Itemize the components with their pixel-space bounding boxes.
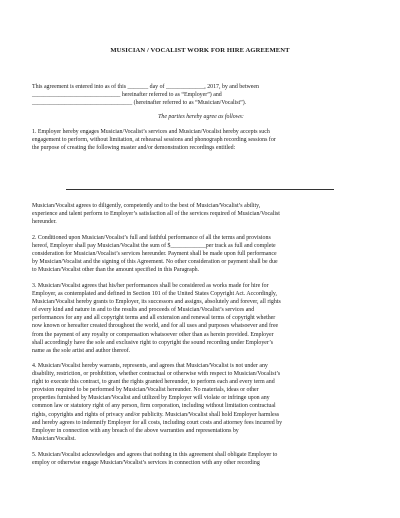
section-line: Employer in connection with any breach of the above warranties and representations by [32, 427, 239, 434]
section-line: provision required to be performed by Musician/Vocalist hereunder. No materials, ideas or other [32, 387, 259, 394]
section-line: 3. Musician/Vocalist agrees that his/her performances shall be considered as works made for hire for [32, 283, 269, 289]
intro-line: ______________________________ hereinafter referred to as “Employer”) and [32, 92, 222, 99]
section-line: disability, restriction, or prohibition, whether contractual or otherwise with respect to Musician/Vocalist’s [32, 371, 281, 378]
section-line: by Musician/Vocalist and the signing of this Agreement. No other consideration or payment shall be due [32, 259, 278, 266]
section-1 [32, 128, 370, 152]
section-line: common law or statutory right of any person, firm corporation, including without limitation contractual [32, 403, 276, 410]
section-line: the purpose of creating the following master and/or demonstration recordings entitled: [32, 145, 236, 152]
section-line: Employer, as contemplated and defined in Section 101 of the United States Copyright Act. Accordingly, [32, 291, 277, 298]
section-line: Musician/Vocalist hereby grants to Employer, its successors and assigns, absolutely and forever, all rights [32, 299, 281, 306]
section-line: now known or hereafter created throughout the world, and for all uses and purposes whatsoever and free [32, 323, 279, 330]
section-3 [32, 282, 370, 355]
section-line: Musician/Vocalist agrees to diligently, competently and to the best of Musician/Vocalist’s ability, [32, 203, 261, 209]
section-line: 4. Musician/Vocalist hereby warrants, represents, and agrees that Musician/Vocalist is not under any [32, 363, 268, 369]
title-entry-line [66, 189, 334, 190]
section-line: experience and talent perform to Employer’s satisfaction all of the services required of Musician/Vocalist [32, 211, 280, 218]
intro-line: __________________________________ (hereinafter referred to as “Musician/Vocalist”). [32, 100, 247, 107]
section-line: to Musician/Vocalist other than the amount specified in this Paragraph. [32, 267, 200, 274]
section-1b [32, 202, 370, 226]
section-line: 2. Conditioned upon Musician/Vocalist’s full and faithful performance of all the terms and provisions [32, 235, 271, 241]
section-4 [32, 362, 370, 443]
intro-paragraph [32, 83, 370, 107]
section-line: name as the sole artist and author thereof. [32, 347, 131, 354]
section-line: consideration for Musician/Vocalist’s services hereunder. Payment shall be made upon full performance [32, 251, 277, 258]
section-line: Musician/Vocalist. [32, 435, 76, 442]
section-line: engagement to perform, without limitation, at rehearsal sessions and phonograph recording sessions for [32, 137, 276, 144]
document-title: MUSICIAN / VOCALIST WORK FOR HIRE AGREEMENT [110, 47, 290, 54]
section-line: 5. Musician/Vocalist acknowledges and agrees that nothing in this agreement shall obligate Employer to [32, 452, 278, 458]
section-line: and hereby agrees to indemnify Employer for all costs, including court costs and attorney fees incurred by [32, 419, 283, 426]
section-2 [32, 234, 370, 274]
section-line: performances for any and all copyright terms and all extension and renewal terms of copyright whether [32, 315, 276, 322]
section-line: 1. Employer hereby engages Musician/Vocalist’s services and Musician/Vocalist hereby accepts such [32, 129, 270, 135]
section-5 [32, 451, 370, 467]
section-line: rights, copyrights and rights of privacy and/or publicity. Musician/Vocalist shall hold Employer harmless [32, 411, 280, 418]
section-line: hereof, Employer shall pay Musician/Vocalist the sum of $____________per track as full and complete [32, 243, 276, 250]
section-line: right to execute this contract, to grant the rights granted hereunder, to perform each and every term and [32, 379, 275, 386]
intro-line: This agreement is entered into as of this _______ day of _____________, 2017, by and between [32, 84, 259, 90]
parties-line: The parties hereby agree as follows: [158, 114, 244, 120]
section-line: hereunder. [32, 219, 57, 226]
section-line: properties furnished by Musician/Vocalist and utilized by Employer will violate or infringe upon any [32, 395, 270, 402]
section-line: from the payment of any royalty or compensation whatsoever other than as herein provided. Employer [32, 331, 274, 338]
section-line: shall accordingly have the sole and exclusive right to copyright the sound recording under Employer’s [32, 339, 274, 346]
section-line: of every kind and nature in and to the results and proceeds of Musician/Vocalist’s services and [32, 307, 255, 314]
section-line: employ or otherwise engage Musician/Vocalist’s services in connection with any other recording [32, 460, 260, 467]
